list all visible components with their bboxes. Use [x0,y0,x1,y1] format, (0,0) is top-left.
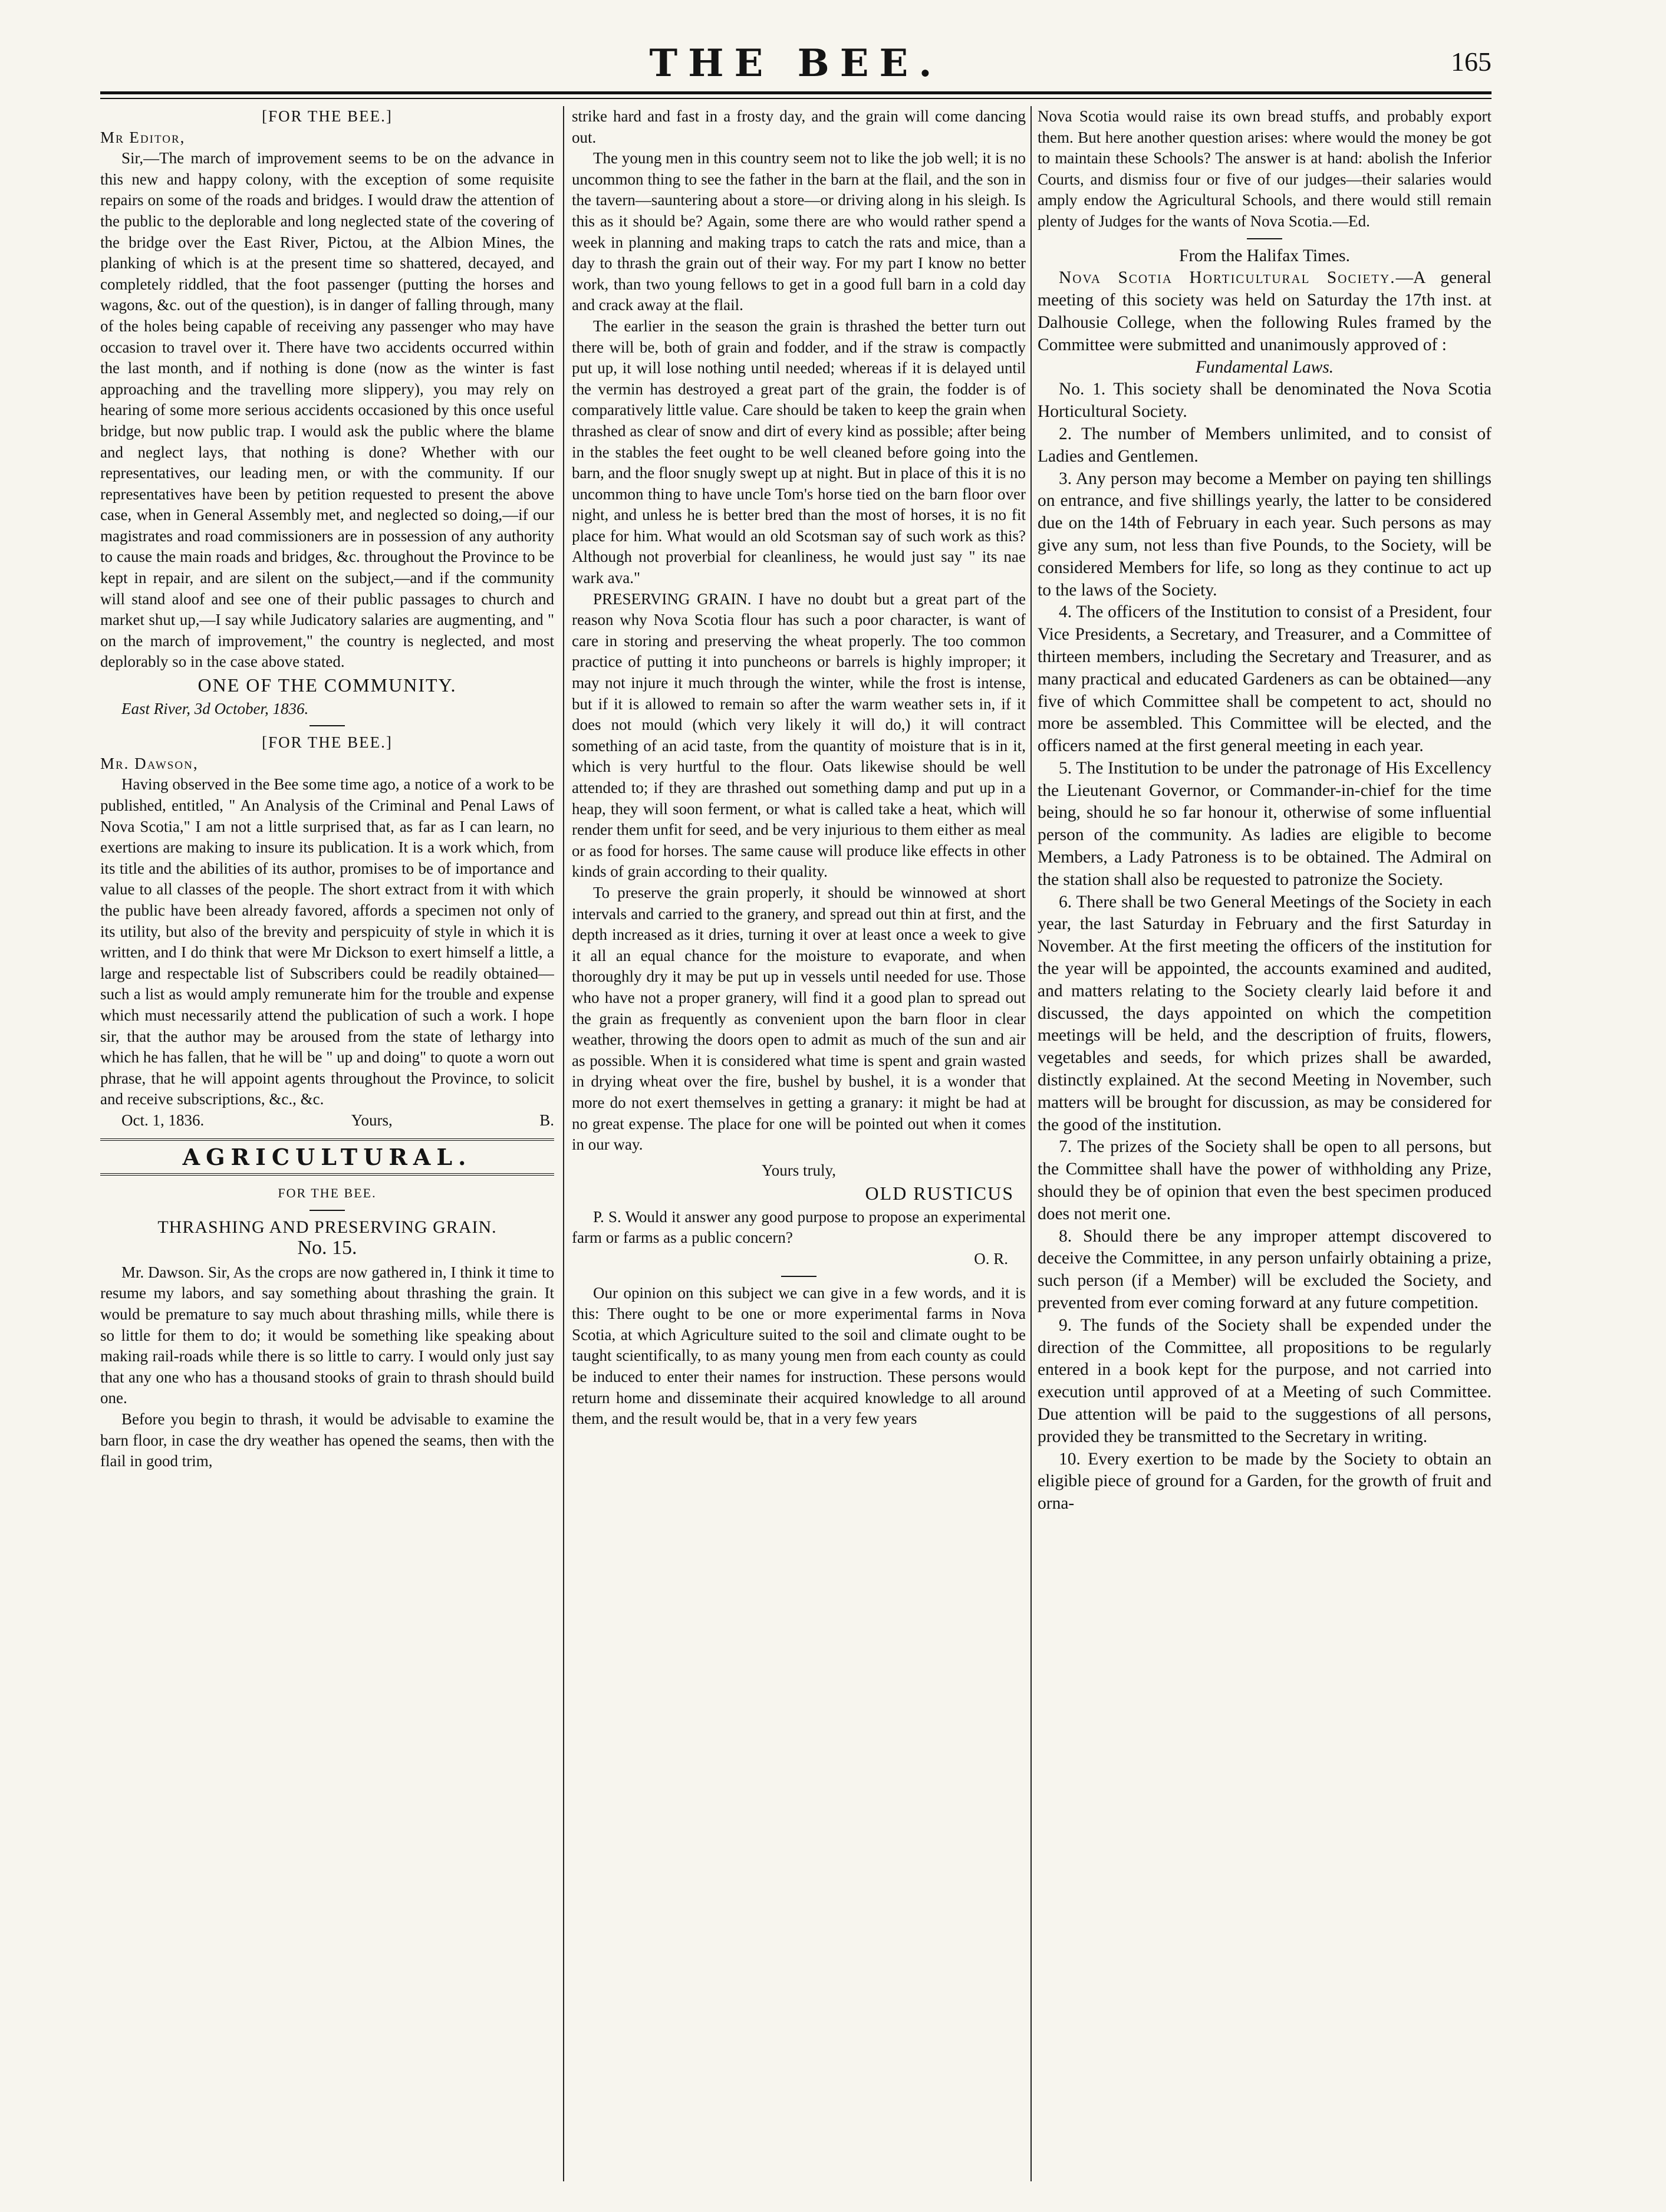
postscript-initials: O. R. [974,1250,1008,1268]
editor-note-continued: Nova Scotia would raise its own bread stuffs, and probably export them. But here another question arises: where would the money be got to maintain these Schools? The answer is at hand: abolish the Inferior Courts, and dismiss four or five of our judges—their salaries would amply endow the Agricultural Schools, and there would still remain plenty of Judges for the wants of Nova Scotia.—Ed. [1038,107,1492,230]
column-divider-1 [563,106,564,2181]
laws-heading: Fundamental Laws. [1195,357,1334,377]
letter1-source: [FOR THE BEE.] [262,107,393,125]
divider [781,1276,816,1277]
masthead-rule [100,91,1492,94]
letter2-source: [FOR THE BEE.] [262,733,393,752]
article-paragraph: To preserve the grain properly, it should be winnowed at short intervals and carried to the granery, and spread out thin at first, and the depth increased as it dries, turning it over at least once a week to give it all an equal chance for the moisture to evaporate, and when thoroughly dry it may be put up in vessels until needed for use. Those who have not a proper granery, will find it a good plan to spread out the grain as frequently as convenient upon the barn floor in clear weather, throwing the doors open to admit as much of the sun and air as possible. When it is considered what time is spent and grain wasted in drying wheat over the fire, bushel by bushel, it is a wonder that more do not exert themselves in getting a granary: it might be had at no great expense. The place for one will be pointed out when it comes in our way. [572,883,1026,1154]
column-1 [100,106,554,2181]
letter2-closing: Yours, [351,1111,393,1129]
rule-item: 3. Any person may become a Member on paying ten shillings on entrance, and five shillings yearly, the latter to be considered due on the 14th of February in each year. Such persons as may give any sum, not less than five Pounds, to the Society, will be considered Members for life, so long as they continue to act up to the laws of the Society. [1038,469,1492,600]
rule-item: 10. Every exertion to be made by the Society to obtain an eligible piece of ground for a Garden, for the growth of fruit and orna- [1038,1449,1492,1513]
section-heading-agricultural: AGRICULTURAL. [100,1138,554,1176]
letter2-salutation: Mr. Dawson, [100,754,199,772]
rule-item: 8. Should there be any improper attempt discovered to deceive the Committee, in any person unfairly obtaining a prize, such person (if a Member) will be excluded the Society, and prevented from ever coming forward at any future competition. [1038,1226,1492,1313]
divider [310,1210,345,1211]
rule-item: 2. The number of Members unlimited, and to consist of Ladies and Gentlemen. [1038,424,1492,466]
article-paragraph: The earlier in the season the grain is thrashed the better turn out there will be, both of grain and fodder, and if the straw is compactly put up, it will lose nothing until needed; whereas if it is delayed until the vermin has destroyed a great part of the grain, the fodder is of comparatively little value. Care should be taken to keep the grain when thrashed as clear of snow and dirt of every kind as possible; after being in the stables the feet ought to be well cleaned before going into the barn, and the floor snugly swept up at night. But in place of this it is no uncommon thing to have uncle Tom's horse tied on the barn floor over night, and unless he is better bred than the most of horses, it is no fit place for him. What would an old Scotsman say of such work as this? Although not proverbial for cleanliness, he would just say " its nae wark ava." [572,317,1026,587]
letter1-salutation: Mr Editor, [100,128,186,146]
editor-note: Our opinion on this subject we can give in a few words, and it is this: There ought to be one or more experimental farms in Nova Scotia, at which Agriculture suited to the soil and climate ought to be taught scientifically, to as many young men from each county as could be induced to enter their names for instruction. These persons would return home and disseminate their acquired knowledge to all around them, and the result would be, that in a very few years [572,1283,1026,1428]
letter2-dateline [100,1110,554,1131]
postscript: P. S. Would it answer any good purpose to propose an experimental farm or farms as a public concern? [572,1207,1026,1247]
article-paragraph: strike hard and fast in a frosty day, and the grain will come dancing out. [572,107,1026,146]
masthead [100,41,1492,88]
article-paragraph: Before you begin to thrash, it would be advisable to examine the barn floor, in case the dry weather has opened the seams, then with the flail in good trim, [100,1410,554,1470]
article-number: No. 15. [297,1237,357,1259]
letter2-date: Oct. 1, 1836. [121,1111,205,1129]
rule-item: 4. The officers of the Institution to consist of a President, four Vice Presidents, a Secretary, and Treasurer, and a Committee of thirteen members, including the Secretary and Treasurer, and as many practical and educated Gardeners as can be obtained—any five of which Committee shall be competent to act, should no more be assembled. This Committee will be elected, and the officers named at the first general meeting in each year. [1038,603,1492,756]
article-title: THRASHING AND PRESERVING GRAIN. [157,1217,497,1237]
article-source: FOR THE BEE. [278,1186,377,1201]
letter1-paragraph: Sir,—The march of improvement seems to be on the advance in this new and happy colony, with the exception of some requisite repairs on some of the roads and bridges. I would draw the attention of the public to the deplorable and long neglected state of the covering of the bridge over the East River, Pictou, at the Albion Mines, the planking of which is at the present time so shattered, decayed, and completely riddled, that the foot passenger (putting the horses and wagons, &c. out of the question), is in danger of falling through, many of the holes being capable of receiving any passenger who may have occasion to travel over it. There have two accidents occurred within the last month, and if nothing is done (now as the winter is fast approaching and the travelling more slippery), you may rely on hearing of some more serious accidents occasioned by this once useful bridge, but now public trap. I would ask the public where the blame and neglect lays, that nothing is done? Whether with our representatives, our leading men, or with the community. If our representatives have been by petition requested to present the above case, when in General Assembly met, and neglected so doing,—if our magistrates and road commissioners are in possession of any authority to cause the main roads and bridges, &c. throughout the Province to be kept in repair, and are silent on the subject,—and if the community will stand aloof and see one of their public passages to church and market shut up,—I say while Judicatory salaries are augmenting, and " on the march of improvement," the country is neglected, and most deplorably so in the case above stated. [100,149,554,671]
column-2 [572,106,1026,2181]
rule-item: 6. There shall be two General Meetings of the Society in each year, the last Saturday in February and the first Saturday in November. At the first meeting the officers of the institution for the year will be appointed, the accounts examined and audited, and matters relating to the Society clearly laid before it and discussed, the days appointed on which the competition meetings will be held, and the description of fruits, flowers, vegetables and seeds, for which prizes shall be awarded, distinctly explained. At the second Meeting in November, such matters will be brought for discussion, as may be considered for the good of the institution. [1038,892,1492,1134]
letter2-initial: B. [539,1111,554,1129]
article-closing: Yours truly, [761,1161,837,1179]
rule-item: 9. The funds of the Society shall be expended under the direction of the Committee, all propositions to be regularly entered in a book kept for the purpose, and not carried into execution until approved of at a Meeting of such Committee. Due attention will be paid to the suggestions of all persons, provided they be transmitted to the Secretary in writing. [1038,1315,1492,1446]
article-paragraph: The young men in this country seem not to like the job well; it is no uncommon thing to see the father in the barn at the flail, and the son in the tavern—sauntering about a store—or driving along in his sleigh. Is this as it should be? Again, some there are who would rather spend a week in planning and making traps to catch the rats and mice, than a day to thrash the grain out of their way. For my part I know no better work, than two young fellows to get in a good full barn in a cold day and crack away at the flail. [572,149,1026,314]
divider [1247,238,1282,239]
society-intro-text: —A general meeting of this society was held on Saturday the 17th inst. at Dalhousie College, when the following Rules framed by the Committee were submitted and unanimously approved of : [1038,268,1492,354]
rule-item: 7. The prizes of the Society shall be open to all persons, but the Committee shall have the power of withholding any Prize, should they be of opinion that even the best specimen produced does not merit one. [1038,1137,1492,1223]
rule-item: No. 1. This society shall be denominated the Nova Scotia Horticultural Society. [1038,380,1492,422]
masthead-title: THE BEE. [649,41,943,85]
rule-item: 5. The Institution to be under the patronage of His Excellency the Lieutenant Governor, or Commander-in-chief for the time being, should he so far honour it, otherwise of some influential person of the community. As ladies are eligible to become Members, a Lady Patroness is to be obtained. The Admiral on the station shall also be requested to patronize the Society. [1038,758,1492,889]
divider [310,725,345,726]
society-intro [1038,267,1492,356]
article-paragraph: Mr. Dawson. Sir, As the crops are now gathered in, I think it time to resume my labors, and say something about thrashing the grain. It would be premature to say much about thrashing mills, while there is so little for them to do; it would be something like speaking about making rail-roads while there is so little to carry. I would only just say that any one who has a thousand stooks of grain to thrash should build one. [100,1263,554,1407]
article-paragraph: PRESERVING GRAIN. I have no doubt but a great part of the reason why Nova Scotia flour has such a poor character, is want of care in storing and preserving the wheat properly. The too common practice of putting it into puncheons or barrels is highly improper; it may not injure it much through the winter, while the frost is intense, but if it is allowed to remain so after the warm weather sets in, if it does not mould (which very likely it will do,) it will contract something of an acid taste, from the quantity of moisture that is in it, which is very hurtful to the flour. Oats likewise should be well attended to; if they are thrashed out something damp and put up in a heap, they will soon ferment, or what is called take a heat, which will render them unfit for seed, and be very injurious to them either as meal or as food for horses. The same cause will produce like effects in other kinds of grain according to their quality. [572,590,1026,881]
masthead-rule-thin [100,98,1492,99]
column-3 [1038,106,1492,2181]
reprint-source: From the Halifax Times. [1178,246,1351,265]
letter1-signature: ONE OF THE COMMUNITY. [197,674,457,696]
society-name: Nova Scotia Horticultural Society. [1059,268,1396,288]
article-signature: OLD RUSTICUS [865,1183,1014,1204]
letter1-dateline: East River, 3d October, 1836. [121,699,309,717]
page-number: 165 [1451,47,1492,77]
column-divider-2 [1030,106,1032,2181]
letter2-paragraph: Having observed in the Bee some time ago, a notice of a work to be published, entitled, " An Analysis of the Criminal and Penal Laws of Nova Scotia," I am not a little surprised that, as far as I can learn, no exertions are making to insure its publication. It is a work which, from its title and the abilities of its author, promises to be of importance and value to all classes of the people. The short extract from it with which the public have been already favored, affords a specimen not only of its utility, but also of the brevity and perspicuity of style in which it is written, and I do think that were Mr Dickson to exert himself a little, a large and respectable list of Subscribers could be readily obtained—such a list as would amply remunerate him for the trouble and expense which must necessarily attend the publication of such a work. I hope sir, that the author may be aroused from the state of lethargy into which he has fallen, that he will be " up and doing" to quote a worn out phrase, that he will appoint agents throughout the Province, to solicit and receive subscriptions, &c., &c. [100,775,554,1108]
